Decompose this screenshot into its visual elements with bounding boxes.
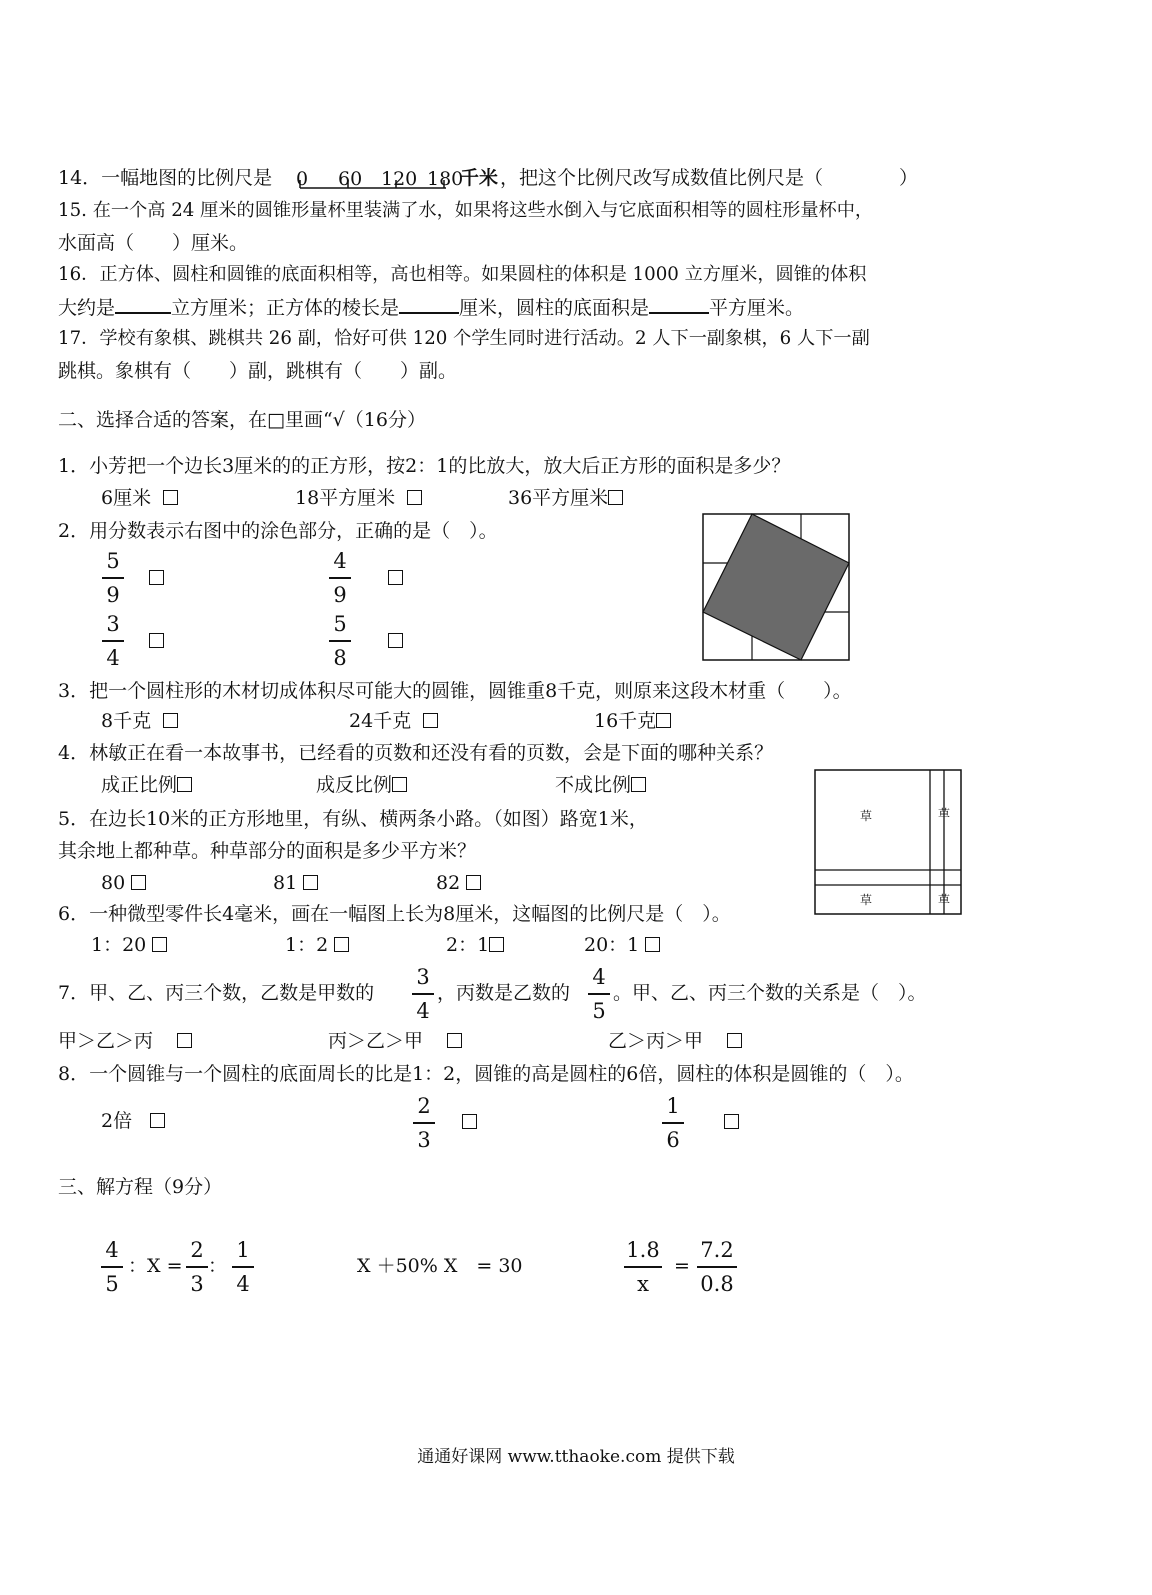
numerator: 1: [236, 1238, 250, 1262]
grass-label-4: 草: [938, 893, 951, 907]
footer-text: 通通好课网 www.tthaoke.com 提供下载: [417, 1447, 735, 1467]
q1-option-2[interactable]: [295, 485, 422, 511]
numerator: 5: [333, 612, 347, 636]
denominator: 0.8: [700, 1272, 734, 1296]
q4-option-1[interactable]: [101, 772, 192, 798]
q1-option-3-label: 36平方厘米: [508, 487, 609, 509]
q6-option-3[interactable]: [446, 932, 504, 958]
q3-option-1[interactable]: [101, 708, 178, 734]
checkbox[interactable]: [163, 490, 178, 505]
q7-text-b: ，丙数是乙数的: [437, 982, 571, 1004]
numerator: 1: [666, 1094, 680, 1118]
q7-option-3-label: 乙＞丙＞甲: [608, 1030, 704, 1052]
q2-frac-b: [329, 546, 351, 610]
eq3-frac-1: [624, 1235, 662, 1299]
q4-option-3-label: 不成比例: [555, 774, 632, 796]
q2-frac-d: [329, 609, 351, 673]
q16-blank-3[interactable]: [649, 294, 709, 314]
q4-text: 4．林敏正在看一本故事书，已经看的页数和还没有看的页数，会是下面的哪种关系？: [58, 742, 774, 764]
q8-option-1[interactable]: [101, 1108, 165, 1134]
q17-line2: 跳棋。象棋有（ ）副，跳棋有（ ）副。: [58, 360, 458, 382]
numerator: 1.8: [626, 1238, 660, 1262]
q6-option-1[interactable]: [91, 932, 167, 958]
q15-line1: 15. 在一个高 24 厘米的圆锥形量杯里装满了水，如果将这些水倒入与它底面积相等的圆柱形量杯中，: [58, 200, 874, 221]
denominator: 9: [106, 583, 120, 607]
numerator: 4: [592, 965, 606, 989]
denominator: 4: [106, 646, 120, 670]
q7-option-1-label: 甲＞乙＞丙: [58, 1030, 154, 1052]
denominator: 8: [333, 646, 347, 670]
q4-option-1-label: 成正比例: [101, 774, 178, 796]
checkbox[interactable]: [303, 875, 318, 890]
checkbox[interactable]: [466, 875, 481, 890]
denominator: 5: [105, 1272, 119, 1296]
q7-option-2-label: 丙＞乙＞甲: [328, 1030, 424, 1052]
q6-option-1-label: 1：20: [91, 934, 147, 956]
q2-checkbox-c[interactable]: [149, 633, 164, 648]
equation-2: X ＋50% X = 30: [357, 1255, 523, 1277]
q7-option-1[interactable]: [58, 1028, 192, 1054]
checkbox[interactable]: [177, 1033, 192, 1048]
denominator: 9: [333, 583, 347, 607]
q8-checkbox-3[interactable]: [724, 1114, 739, 1129]
eq1-frac-1: [101, 1235, 123, 1299]
q2-frac-a: [102, 546, 124, 610]
q4-option-2[interactable]: [316, 772, 407, 798]
checkbox[interactable]: [727, 1033, 742, 1048]
eq3-equals: =: [674, 1255, 690, 1277]
q7-option-2[interactable]: [328, 1028, 462, 1054]
q8-frac-1: [413, 1091, 435, 1155]
numerator: 4: [105, 1238, 119, 1262]
scale-num-60: 60: [338, 168, 363, 190]
q8-text: 8．一个圆锥与一个圆柱的底面周长的比是1：2，圆锥的高是圆柱的6倍，圆柱的体积是圆锥的（ ）。: [58, 1063, 914, 1085]
q16-text-d: 平方厘米。: [709, 297, 805, 319]
checkbox[interactable]: [447, 1033, 462, 1048]
checkbox[interactable]: [631, 777, 646, 792]
field-with-paths-figure: [814, 769, 962, 917]
numerator: 3: [416, 965, 430, 989]
q8-checkbox-2[interactable]: [462, 1114, 477, 1129]
denominator: x: [637, 1272, 649, 1296]
q3-option-2-label: 24千克: [349, 710, 412, 732]
eq1-frac-2: [186, 1235, 208, 1299]
q1-text: 1．小芳把一个边长3厘米的的正方形，按2：1的比放大，放大后正方形的面积是多少？: [58, 455, 791, 477]
checkbox[interactable]: [152, 937, 167, 952]
scale-num-180: 180: [427, 168, 464, 190]
numerator: 7.2: [700, 1238, 734, 1262]
denominator: 3: [417, 1128, 431, 1152]
q7-option-3[interactable]: [608, 1028, 742, 1054]
section-2-heading: 二、选择合适的答案，在□里画“√（16分）: [58, 409, 426, 431]
eq1-frac-3: [232, 1235, 254, 1299]
q16-line1: 16．正方体、圆柱和圆锥的底面积相等，高也相等。如果圆柱的体积是 1000 立方厘米，圆锥的体积: [58, 264, 867, 285]
checkbox[interactable]: [656, 713, 671, 728]
numerator: 3: [106, 612, 120, 636]
q5-line1: 5．在边长10米的正方形地里，有纵、横两条小路。（如图）路宽1米，: [58, 808, 648, 830]
scale-unit: 千米: [460, 167, 499, 189]
q2-checkbox-b[interactable]: [388, 570, 403, 585]
q4-option-2-label: 成反比例: [316, 774, 393, 796]
q7-text-c: 。甲、乙、丙三个数的关系是（ ）。: [613, 982, 927, 1004]
checkbox[interactable]: [407, 490, 422, 505]
shaded-square-grid-figure: [702, 513, 852, 663]
q6-option-4-label: 20：1: [584, 934, 640, 956]
q2-checkbox-d[interactable]: [388, 633, 403, 648]
scale-num-0: 0: [296, 168, 309, 190]
q16-text-c: 厘米，圆柱的底面积是: [459, 297, 650, 319]
q5-option-2[interactable]: [273, 870, 318, 896]
checkbox[interactable]: [177, 777, 192, 792]
numerator: 5: [106, 549, 120, 573]
eq3-frac-2: [697, 1235, 737, 1299]
q8-frac-2: [662, 1091, 684, 1155]
q5-option-3[interactable]: [436, 870, 481, 896]
q3-text: 3．把一个圆柱形的木材切成体积尽可能大的圆锥，圆锥重8千克，则原来这段木材重（ ）。: [58, 680, 852, 702]
q17-line1: 17．学校有象棋、跳棋共 26 副，恰好可供 120 个学生同时进行活动。2 人下一副象棋，6 人下一副: [58, 328, 870, 349]
q5-option-2-label: 81: [273, 872, 298, 894]
grass-label-1: 草: [860, 809, 873, 823]
q7-frac-2: [588, 962, 610, 1026]
q3-option-1-label: 8千克: [101, 710, 152, 732]
denominator: 4: [416, 999, 430, 1023]
q6-option-4[interactable]: [584, 932, 660, 958]
eq1-colon: ：: [208, 1255, 228, 1277]
denominator: 6: [666, 1128, 680, 1152]
q1-option-3[interactable]: [508, 485, 623, 511]
q1-option-1-label: 6厘米: [101, 487, 152, 509]
section-3-heading: 三、解方程（9分）: [58, 1176, 223, 1198]
checkbox[interactable]: [608, 490, 623, 505]
q6-option-2[interactable]: [285, 932, 349, 958]
q6-option-3-label: 2：1: [446, 934, 490, 956]
q3-option-3-label: 16千克: [594, 710, 657, 732]
checkbox[interactable]: [150, 1113, 165, 1128]
denominator: 3: [190, 1272, 204, 1296]
q2-text: 2．用分数表示右图中的涂色部分，正确的是（ ）。: [58, 520, 498, 542]
q4-option-3[interactable]: [555, 772, 646, 798]
q16-text-b: 立方厘米；正方体的棱长是: [171, 297, 400, 319]
scale-num-120: 120: [381, 168, 418, 190]
q16-blank-2[interactable]: [399, 294, 459, 314]
q2-frac-c: [102, 609, 124, 673]
q6-text: 6．一种微型零件长4毫米，画在一幅图上长为8厘米，这幅图的比例尺是（ ）。: [58, 903, 731, 925]
q16-line2: [58, 294, 804, 321]
q2-checkbox-a[interactable]: [149, 570, 164, 585]
q5-option-1[interactable]: [101, 870, 146, 896]
q6-option-2-label: 1：2: [285, 934, 329, 956]
q8-option-1-label: 2倍: [101, 1110, 133, 1132]
q16-text-a: 大约是: [58, 297, 116, 319]
q5-option-1-label: 80: [101, 872, 126, 894]
numerator: 4: [333, 549, 347, 573]
checkbox[interactable]: [334, 937, 349, 952]
q7-text-a: 7．甲、乙、丙三个数，乙数是甲数的: [58, 982, 375, 1004]
q3-option-3[interactable]: [594, 708, 671, 734]
denominator: 4: [236, 1272, 250, 1296]
checkbox[interactable]: [645, 937, 660, 952]
numerator: 2: [190, 1238, 204, 1262]
q1-option-2-label: 18平方厘米: [295, 487, 396, 509]
checkbox[interactable]: [423, 713, 438, 728]
q3-option-2[interactable]: [349, 708, 438, 734]
q14-suffix: ，把这个比例尺改写成数值比例尺是（ ）: [500, 167, 919, 189]
q5-option-3-label: 82: [436, 872, 461, 894]
eq1-mid: ：X =: [128, 1255, 183, 1277]
q14-prefix: 14．一幅地图的比例尺是: [58, 167, 273, 189]
q15-line2: 水面高（ ）厘米。: [58, 232, 249, 254]
q5-line2: 其余地上都种草。种草部分的面积是多少平方米？: [58, 840, 477, 862]
grass-label-2: 草: [938, 807, 951, 821]
q1-option-1[interactable]: [101, 485, 178, 511]
q16-blank-1[interactable]: [115, 294, 171, 314]
q14-line: [58, 165, 272, 191]
checkbox[interactable]: [163, 713, 178, 728]
checkbox[interactable]: [131, 875, 146, 890]
denominator: 5: [592, 999, 606, 1023]
numerator: 2: [417, 1094, 431, 1118]
checkbox[interactable]: [392, 777, 407, 792]
grass-label-3: 草: [860, 893, 873, 907]
q7-frac-1: [412, 962, 434, 1026]
checkbox[interactable]: [489, 937, 504, 952]
